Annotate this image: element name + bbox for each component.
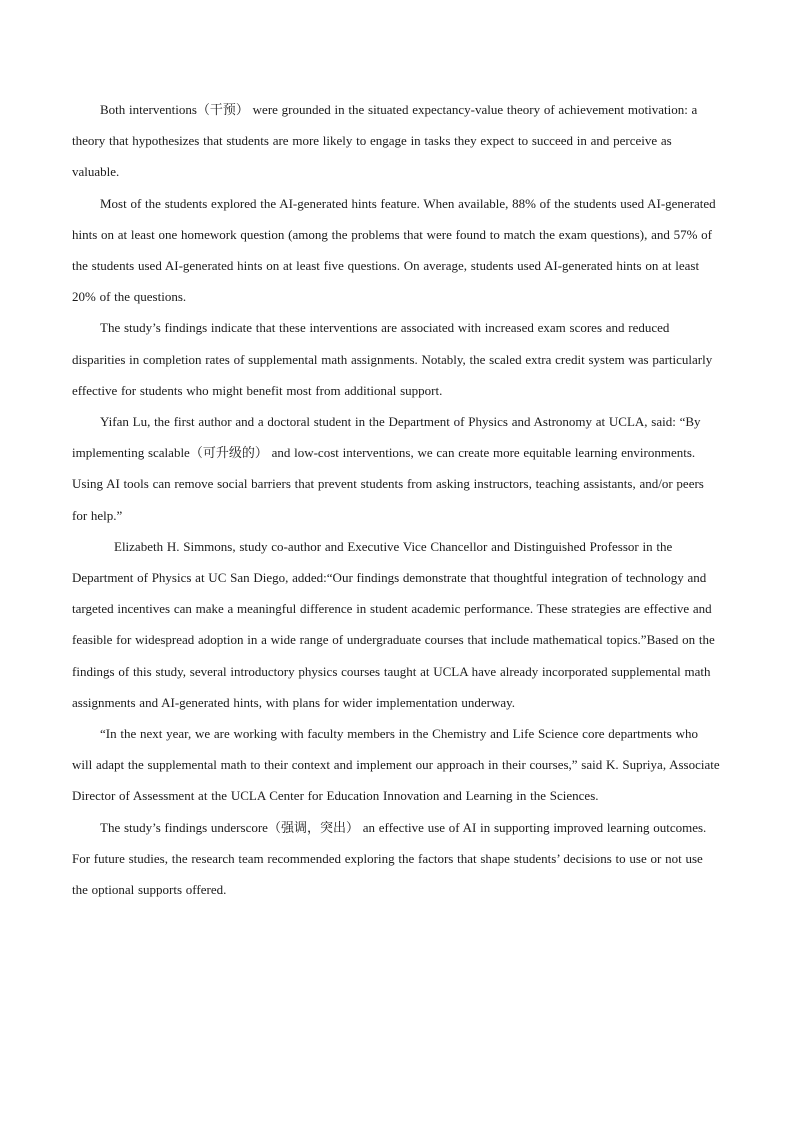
paragraph-ai-hints-usage: Most of the students explored the AI-generated hints feature. When available, 88% of the students used AI-generated hints on at least one homework question (among the problems that were found to match the exam questions), and 57% of the students used AI-generated hints on at least five questions. On average, students used AI-generated hints on at least 20% of the questions. bbox=[72, 195, 716, 305]
paragraph-conclusion: The study’s findings underscore（强调，突出） an effective use of AI in supporting improved learning outcomes. For future studies, the research team recommended exploring the factors that shape students’ decisions to use or not use the optional supports offered. bbox=[72, 819, 707, 898]
paragraph-yifan-lu-quote: Yifan Lu, the first author and a doctoral student in the Department of Physics and Astronomy at UCLA, said: “By implementing scalable（可升级的） and low-cost interventions, we can create more equitable learning environments. Using AI tools can remove social barriers that prevent students from asking instructors, teaching assistants, and/or peers for help.” bbox=[72, 414, 704, 523]
paragraph-simmons-quote: Elizabeth H. Simmons, study co-author and Executive Vice Chancellor and Distinguished Professor in the Department of Physics at UC San Diego, added:“Our findings demonstrate that thoughtful integration of technology and targeted incentives can make a meaningful difference in student academic performance. These strategies are effective and feasible for widespread adoption in a wide range of undergraduate courses that include mathematical topics.”Based on the findings of this study, several introductory physics courses taught at UCLA have already incorporated supplemental math assignments and AI-generated hints, with plans for wider implementation underway. bbox=[72, 538, 715, 710]
paragraph-interventions-theory: Both interventions（干预） were grounded in the situated expectancy-value theory of achievement motivation: a theory that hypothesizes that students are more likely to engage in tasks they expect to succeed in and perceive as valuable. bbox=[72, 102, 698, 180]
paragraph-study-findings: The study’s findings indicate that these interventions are associated with increased exam scores and reduced disparities in completion rates of supplemental math assignments. Notably, the scaled extra credit system was particularly effective for students who might benefit most from additional support. bbox=[72, 320, 713, 398]
paragraph-supriya-quote: “In the next year, we are working with faculty members in the Chemistry and Life Science core departments who will adapt the supplemental math to their context and implement our approach in their courses,” said K. Supriya, Associate Director of Assessment at the UCLA Center for Education Innovation and Learning in the Sciences. bbox=[72, 726, 720, 804]
